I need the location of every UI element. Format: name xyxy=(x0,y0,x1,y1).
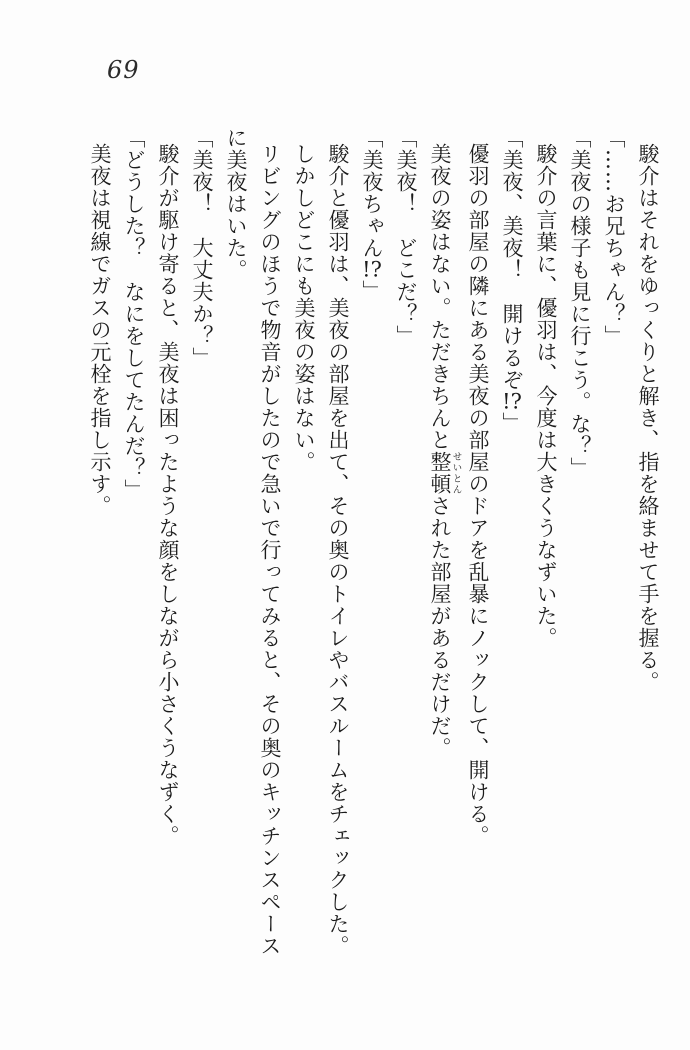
paragraph: 優羽の部屋の隣にある美夜の部屋のドアを乱暴にノックして、開ける。 xyxy=(466,143,490,847)
paragraph: しかしどこにも美夜の姿はない。 xyxy=(292,143,316,473)
paragraph: 「美夜ちゃん!?」 xyxy=(360,127,384,302)
paragraph: 「美夜の様子も見に行こう。な？」 xyxy=(568,127,592,479)
tate-chu-yoko: !? xyxy=(502,391,522,412)
vertical-text-body xyxy=(83,127,665,965)
paragraph: 「どうした？ なにをしてたんだ？」 xyxy=(122,127,146,501)
paragraph: 駿介の言葉に、優羽は、今度は大きくうなずいた。 xyxy=(534,143,558,649)
paragraph: 駿介と優羽は、美夜の部屋を出て、その奥のトイレやバスルームをチェックした。 xyxy=(326,143,350,957)
paragraph: 美夜の姿はない。ただきちんと整頓せいとんされた部屋があるだけだ。 xyxy=(428,143,462,759)
paragraph: 「……お兄ちゃん？」 xyxy=(602,127,626,347)
paragraph: 美夜は視線でガスの元栓を指し示す。 xyxy=(88,143,112,517)
tate-chu-yoko: !? xyxy=(362,259,382,280)
paragraph: リビングのほうで物音がしたので急いで行ってみると、その奥のキッチンスペースに美夜はいた。 xyxy=(224,127,282,957)
paragraph: 「美夜！ どこだ？」 xyxy=(394,127,418,347)
paragraph: 「美夜、美夜！ 開けるぞ!?」 xyxy=(500,127,524,434)
paragraph: 駿介はそれをゆっくりと解き、指を絡ませて手を握る。 xyxy=(636,143,660,693)
paragraph: 駿介が駆け寄ると、美夜は困ったような顔をしながら小さくうなずく。 xyxy=(156,143,180,847)
ruby-annotated-word: 整頓せいとん xyxy=(428,451,462,495)
page-number: 69 xyxy=(107,56,140,84)
paragraph: 「美夜！ 大丈夫か？」 xyxy=(190,127,214,369)
